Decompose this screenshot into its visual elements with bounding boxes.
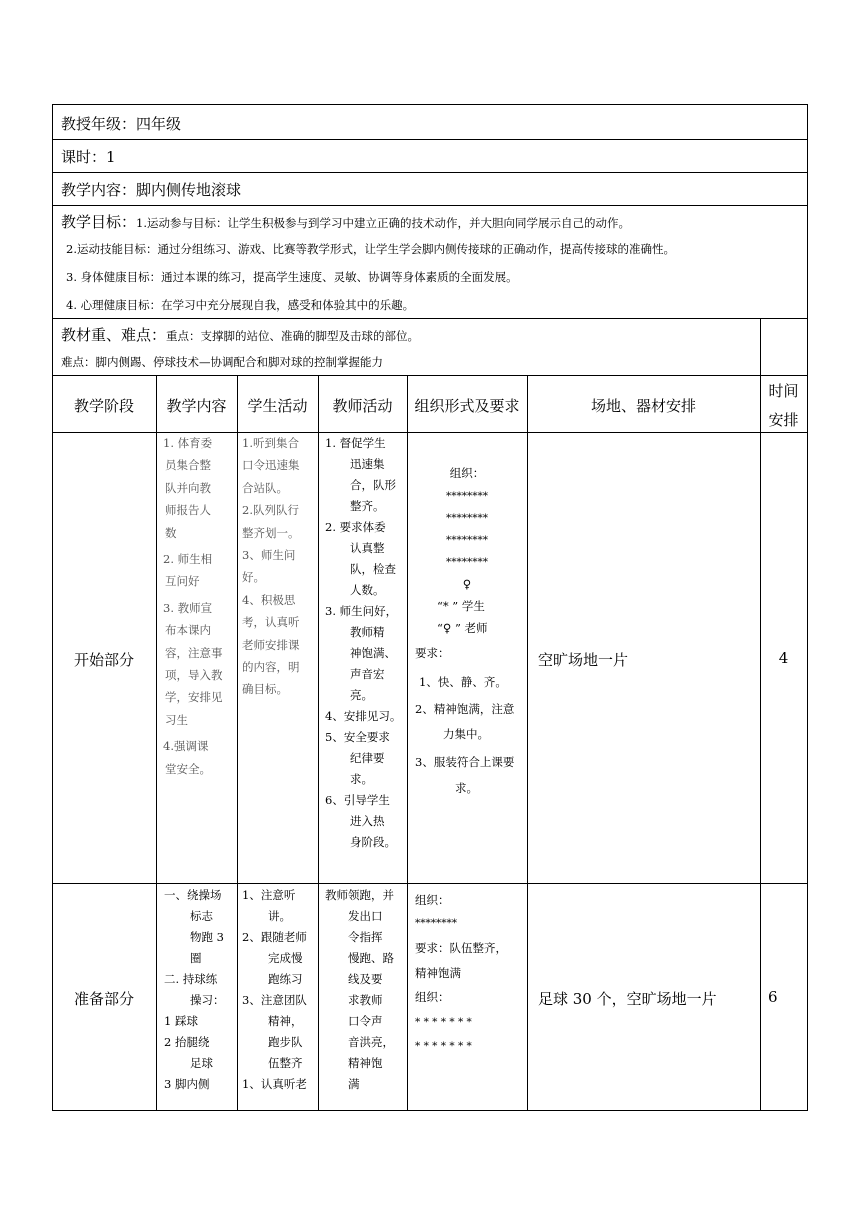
list-item: 1、认真听老	[242, 1077, 307, 1091]
list-item: 4、积极思	[242, 592, 296, 607]
table-border-right	[807, 104, 808, 1111]
list-item: 声音宏	[350, 667, 385, 681]
list-item: 2 抬腿绕	[164, 1035, 210, 1049]
list-item: 老师安排课	[242, 637, 300, 652]
list-item: 3 脚内侧	[164, 1077, 210, 1091]
list-item: 伍整齐	[268, 1056, 303, 1070]
list-item: ********	[446, 534, 488, 546]
list-item: 的内容，明	[242, 660, 300, 675]
list-item: 足球	[190, 1056, 213, 1070]
content-value: 脚内侧传地滚球	[136, 181, 242, 199]
list-item: 认真整	[350, 541, 385, 555]
list-item: 线及要	[348, 972, 383, 986]
hours-line: 课时：1	[61, 148, 116, 166]
objective-4: 4. 心理健康目标：在学习中充分展现自我，感受和体验其中的乐趣。	[66, 298, 415, 312]
col-divider	[237, 375, 238, 1111]
list-item: 要求：	[415, 646, 450, 660]
list-item: 音洪亮，	[348, 1035, 394, 1049]
list-item: 1.听到集合	[242, 436, 299, 450]
start-time: 4	[778, 649, 789, 667]
col-divider-time	[760, 318, 761, 1111]
list-item: 确目标。	[242, 682, 288, 697]
list-item: 1、注意听	[242, 888, 296, 902]
objective-2: 2.运动技能目标：通过分组练习、游戏、比赛等教学形式，让学生学会脚内侧传接球的正确动作，提高传接球的准确性。	[66, 242, 675, 256]
key-point: 重点：支撑脚的站位、准确的脚型及击球的部位。	[166, 329, 420, 343]
list-item: 2. 要求体委	[325, 520, 386, 534]
list-item: 考，认真听	[242, 615, 300, 630]
list-item: 身阶段。	[350, 835, 396, 849]
key-label: 教材重、难点：	[61, 326, 167, 344]
list-item: 组织：	[449, 466, 485, 480]
list-item: 合，队形	[350, 478, 396, 492]
list-item: 圈	[190, 951, 202, 965]
list-item: 员集合整	[165, 458, 211, 473]
list-item: 容，注意事	[165, 645, 223, 660]
objective-text: 1.运动参与目标：让学生积极参与到学习中建立正确的技术动作，并大胆向同学展示自己的动作。	[136, 216, 630, 230]
header-time-1: 时间	[768, 382, 799, 400]
header-teacher: 教师活动	[332, 397, 393, 415]
key-point-line	[61, 324, 419, 345]
list-item: 布本课内	[165, 623, 211, 638]
start-teacher	[325, 433, 407, 853]
list-item: 1、快、静、齐。	[419, 675, 507, 689]
start-student	[242, 432, 316, 701]
list-item: 跑步队	[268, 1035, 303, 1049]
list-item: 互问好	[165, 574, 200, 589]
list-item: 求。	[455, 781, 478, 795]
list-item: ********	[446, 512, 488, 524]
header-student: 学生活动	[247, 397, 308, 415]
row-divider	[52, 883, 808, 884]
list-item: “* ” 学生	[437, 599, 485, 613]
list-item: 1 踩球	[164, 1014, 198, 1028]
list-item: 3、师生问	[242, 548, 296, 563]
list-item: 组织：	[415, 990, 450, 1004]
row-divider	[52, 172, 808, 173]
list-item: 口令声	[348, 1014, 383, 1028]
list-item: 操习：	[190, 993, 225, 1007]
list-item: 标志	[190, 909, 213, 923]
list-item: 令指挥	[348, 930, 383, 944]
list-item: 2.队列队行	[242, 503, 299, 518]
difficulty-line: 难点：脚内侧踢、停球技术—协调配合和脚对球的控制掌握能力	[61, 355, 383, 369]
prepare-content	[164, 885, 236, 1095]
list-item: 二. 持球练	[164, 972, 218, 986]
list-item: ********	[415, 917, 457, 929]
list-item: 项，导入教	[165, 668, 223, 683]
col-divider	[318, 375, 319, 1111]
list-item: 3. 师生问好，	[325, 604, 398, 618]
prepare-time: 6	[768, 988, 778, 1006]
list-item: 神饱满、	[350, 646, 396, 660]
list-item: 好。	[242, 570, 265, 585]
list-item: 力集中。	[443, 727, 489, 741]
list-item: 口令迅速集	[242, 458, 300, 473]
list-item: “♀ ” 老师	[437, 621, 488, 635]
prepare-venue: 足球 30 个，空旷场地一片	[538, 990, 717, 1008]
list-item: 队，检查	[350, 562, 396, 576]
list-item: 3、服装符合上课要	[415, 755, 515, 769]
start-venue: 空旷场地一片	[538, 651, 629, 669]
list-item: 师报告人	[165, 503, 211, 518]
list-item: * * * * * * *	[415, 1040, 472, 1052]
list-item: 2、精神饱满，注意	[415, 702, 515, 716]
table-border-left	[52, 104, 53, 1111]
header-content: 教学内容	[166, 397, 227, 415]
list-item: 整齐划一。	[242, 525, 300, 540]
list-item: ********	[446, 556, 488, 568]
table-border-bottom	[52, 1110, 808, 1111]
list-item: 讲。	[268, 909, 291, 923]
list-item: 合站队。	[242, 480, 288, 495]
list-item: ********	[446, 490, 488, 502]
list-item: 亮。	[350, 688, 373, 702]
list-item: 跑练习	[268, 972, 303, 986]
list-item: 1. 督促学生	[325, 436, 386, 450]
row-divider	[52, 205, 808, 206]
list-item: 求。	[350, 772, 373, 786]
col-divider	[156, 375, 157, 1111]
list-item: ♀	[462, 577, 472, 591]
list-item: 3. 教师宣	[163, 600, 213, 615]
stage-start: 开始部分	[73, 651, 134, 669]
header-time-2: 安排	[768, 411, 799, 429]
list-item: 人数。	[350, 583, 385, 597]
list-item: 4、安排见习。	[325, 709, 402, 723]
list-item: 完成慢	[268, 951, 303, 965]
header-org: 组织形式及要求	[414, 397, 520, 415]
list-item: 3、注意团队	[242, 993, 307, 1007]
objective-3: 3. 身体健康目标：通过本课的练习，提高学生速度、灵敏、协调等身体素质的全面发展。	[66, 270, 518, 284]
stage-prepare: 准备部分	[73, 990, 134, 1008]
prepare-org	[415, 888, 525, 1058]
list-item: 堂安全。	[165, 761, 211, 776]
list-item: 纪律要	[350, 751, 385, 765]
list-item: 发出口	[348, 909, 383, 923]
list-item: 精神饱	[348, 1056, 383, 1070]
prepare-teacher	[325, 885, 407, 1095]
list-item: 2. 师生相	[163, 552, 213, 567]
list-item: 求教师	[348, 993, 383, 1007]
list-item: 1. 体育委	[163, 436, 213, 450]
list-item: 进入热	[350, 814, 385, 828]
list-item: 物跑 3	[190, 930, 224, 944]
objective-1	[61, 211, 630, 232]
list-item: 队并向教	[165, 480, 211, 495]
list-item: 4.强调课	[163, 739, 209, 754]
col-divider	[527, 375, 528, 1111]
objectives-label: 教学目标：	[61, 213, 137, 231]
prepare-student	[242, 885, 316, 1095]
list-item: 组织：	[415, 893, 450, 907]
list-item: 精神，	[268, 1014, 303, 1028]
list-item: 整齐。	[350, 499, 385, 513]
start-content	[163, 432, 235, 780]
header-venue: 场地、器材安排	[590, 397, 696, 415]
content-line	[61, 179, 241, 200]
list-item: 迅速集	[350, 457, 385, 471]
header-stage: 教学阶段	[73, 397, 134, 415]
list-item: 教师领跑，并	[325, 888, 394, 902]
grade-line: 教授年级：四年级	[61, 115, 182, 133]
table-border-top	[52, 104, 808, 105]
list-item: 学，安排见	[165, 690, 223, 705]
list-item: 要求：队伍整齐，	[415, 941, 507, 955]
list-item: 精神饱满	[415, 966, 461, 980]
row-divider	[52, 318, 808, 319]
list-item: 2、跟随老师	[242, 930, 307, 944]
start-org	[407, 462, 527, 799]
list-item: 慢跑、路	[348, 951, 394, 965]
list-item: 一、绕操场	[164, 888, 222, 902]
list-item: 习生	[165, 712, 188, 727]
row-divider	[52, 375, 808, 376]
content-label: 教学内容：	[61, 181, 137, 199]
list-item: 满	[348, 1077, 360, 1091]
list-item: * * * * * * *	[415, 1016, 472, 1028]
list-item: 教师精	[350, 625, 385, 639]
list-item: 6、引导学生	[325, 793, 390, 807]
row-divider	[52, 139, 808, 140]
list-item: 数	[165, 525, 177, 540]
list-item: 5、安全要求	[325, 730, 390, 744]
